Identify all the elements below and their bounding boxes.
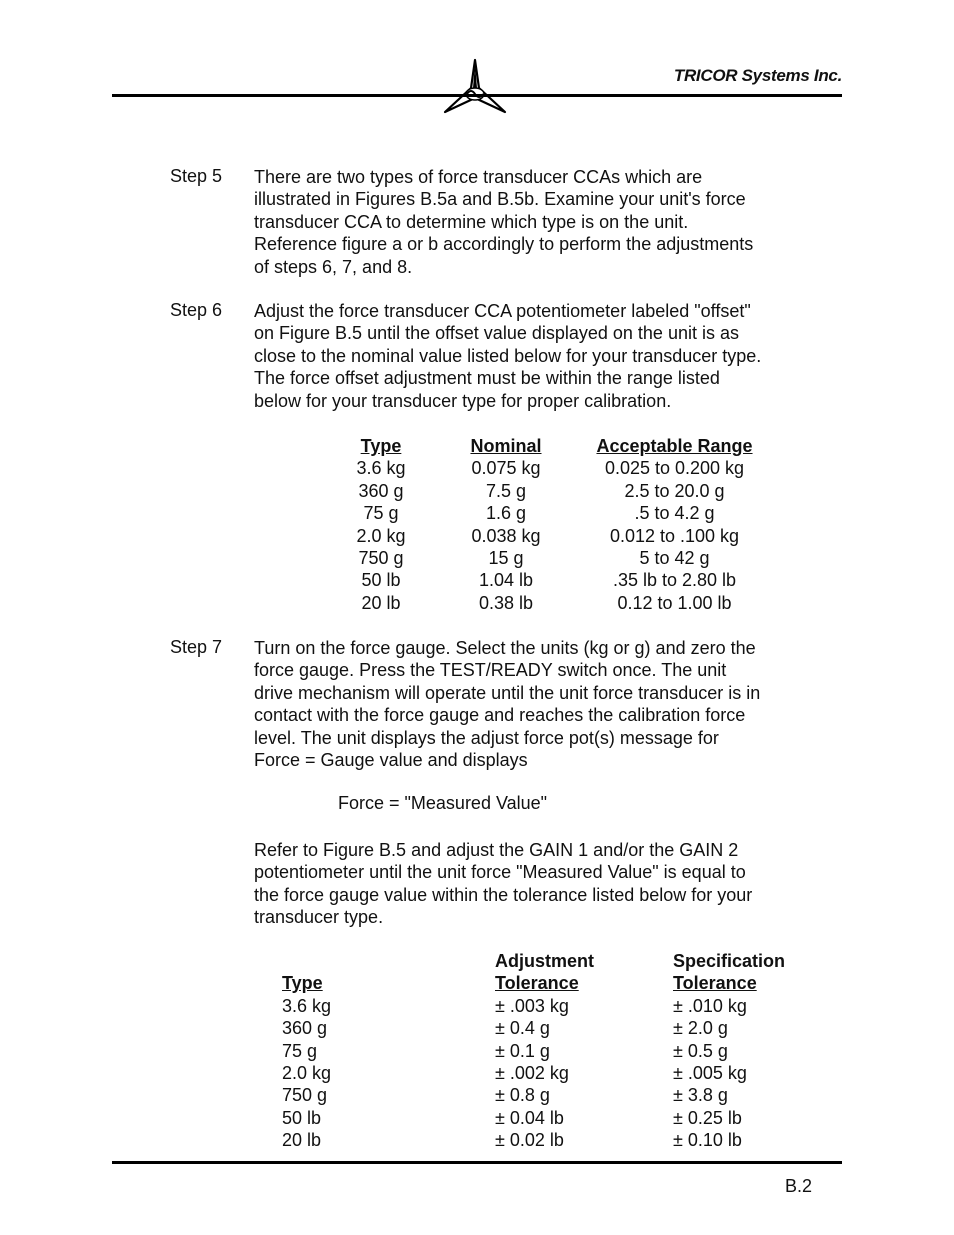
col-adjustment-tolerance: Tolerance	[495, 973, 579, 994]
table-row: 750 g 15 g 5 to 42 g	[358, 548, 710, 569]
table-row: 75 g ± 0.1 g ± 0.5 g	[282, 1040, 728, 1061]
col-type: Type	[360, 436, 402, 456]
step-6-label: Step 6	[170, 300, 223, 320]
col-specification-top: Specification	[673, 951, 786, 971]
table-row: 2.0 kg ± .002 kg ± .005 kg	[282, 1063, 747, 1084]
table-row: 2.0 kg 0.038 kg 0.012 to .100 kg	[356, 525, 740, 546]
table-row: 20 lb ± 0.02 lb ± 0.10 lb	[282, 1130, 742, 1151]
table-row: 360 g 7.5 g 2.5 to 20.0 g	[358, 480, 725, 501]
col-specification-tolerance: Tolerance	[673, 973, 757, 994]
col-type: Type	[282, 973, 323, 994]
table-row: 50 lb 1.04 lb .35 lb to 2.80 lb	[361, 570, 737, 591]
table-row: 360 g ± 0.4 g ± 2.0 g	[282, 1018, 728, 1039]
table-row: 75 g 1.6 g .5 to 4.2 g	[363, 503, 715, 524]
col-adjustment-top: Adjustment	[495, 951, 594, 971]
tolerance-table-header-top	[282, 950, 823, 972]
header-rule	[112, 94, 842, 97]
table-row: 3.6 kg 0.075 kg 0.025 to 0.200 kg	[356, 458, 745, 479]
page-number: B.2	[785, 1176, 813, 1196]
col-nominal: Nominal	[470, 436, 542, 456]
tricor-logo-icon	[443, 58, 507, 116]
gain-paragraph: Refer to Figure B.5 and adjust the GAIN 1 and/or the GAIN 2 potentiometer until the unit force "Measured Value" is equal to the force gauge value within the tolerance listed below for your transducer type.	[254, 840, 753, 928]
table-row: 3.6 kg ± .003 kg ± .010 kg	[282, 995, 747, 1016]
col-acceptable-range: Acceptable Range	[596, 436, 753, 456]
company-name: TRICOR Systems Inc.	[673, 66, 842, 85]
step-5-text: There are two types of force transducer CCAs which are illustrated in Figures B.5a and B.5b. Examine your unit's force transducer CCA to determine which type is on the unit. Reference figure a or b accordingly to perform the adjustments of steps 6, 7, and 8.	[254, 167, 754, 277]
step-7-label: Step 7	[170, 637, 223, 657]
footer-rule	[112, 1161, 842, 1164]
step-6-text: Adjust the force transducer CCA potentiometer labeled "offset" on Figure B.5 until the offset value displayed on the unit is as close to the nominal value listed below for your transducer type. The force offset adjustment must be within the range listed below for your transducer type for proper calibration.	[254, 301, 762, 411]
table-row: 50 lb ± 0.04 lb ± 0.25 lb	[282, 1107, 742, 1128]
tolerance-table	[282, 950, 823, 1152]
offset-table	[332, 435, 767, 614]
offset-table-header	[332, 435, 767, 457]
tolerance-table-header	[282, 972, 823, 994]
step-5-label: Step 5	[170, 166, 223, 186]
step-7-text: Turn on the force gauge. Select the units (kg or g) and zero the force gauge. Press the TEST/READY switch once. The unit drive mechanism will operate until the unit force transducer is in contact with the force gauge and reaches the calibration force level. The unit displays the adjust force pot(s) message for Force = Gauge value and displays	[254, 638, 761, 771]
table-row: 20 lb 0.38 lb 0.12 to 1.00 lb	[361, 592, 732, 613]
measured-value-line: Force = "Measured Value"	[338, 793, 548, 813]
table-row: 750 g ± 0.8 g ± 3.8 g	[282, 1085, 728, 1106]
